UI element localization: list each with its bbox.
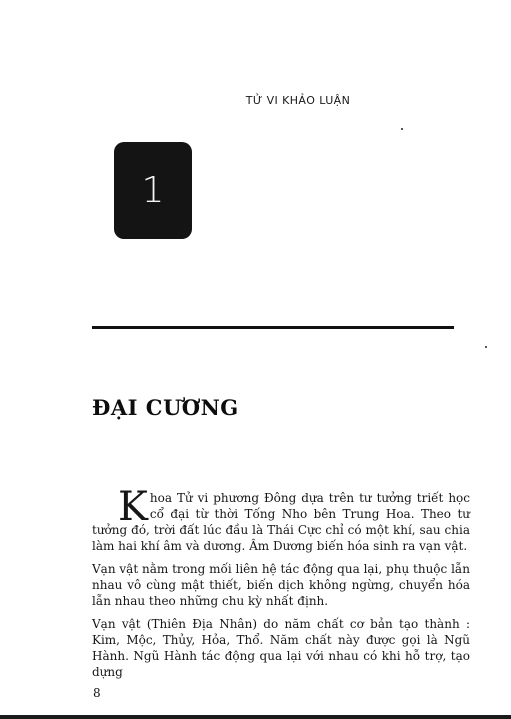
body-text	[92, 484, 470, 687]
drop-cap: K	[118, 484, 148, 530]
paragraph	[92, 484, 470, 554]
paragraph: Vạn vật (Thiên Địa Nhân) do năm chất cơ bản tạo thành : Kim, Mộc, Thủy, Hỏa, Thổ. Năm chất này được gọi là Ngũ Hành. Ngũ Hành tác động qua lại với nhau có khi hỗ trợ, tạo dựng	[92, 617, 470, 679]
chapter-divider-rule	[92, 326, 454, 329]
running-header: TỬ VI KHẢO LUẬN	[245, 94, 351, 107]
paragraph-text: hoa Tử vi phương Đông dựa trên tư tưởng triết học cổ đại từ thời Tống Nho bên Trung Hoa. Theo tư tưởng đó, trời đất lúc đầu là Thái Cực chỉ có một khí, sau chia làm hai khí âm và dương. Âm Dương biến hóa sinh ra vạn vật.	[92, 491, 470, 553]
chapter-number-box	[114, 142, 192, 239]
paragraph: Vạn vật nằm trong mối liên hệ tác động qua lại, phụ thuộc lẫn nhau vô cùng mật thiết, biến dịch không ngừng, chuyển hóa lẫn nhau theo những chu kỳ nhất định.	[92, 562, 470, 608]
page-number: 8	[93, 686, 101, 700]
chapter-number: 1	[141, 169, 165, 211]
scan-bottom-edge	[0, 715, 511, 719]
print-speck	[401, 128, 403, 130]
print-speck	[485, 346, 487, 348]
chapter-title: ĐẠI CƯƠNG	[92, 395, 239, 420]
